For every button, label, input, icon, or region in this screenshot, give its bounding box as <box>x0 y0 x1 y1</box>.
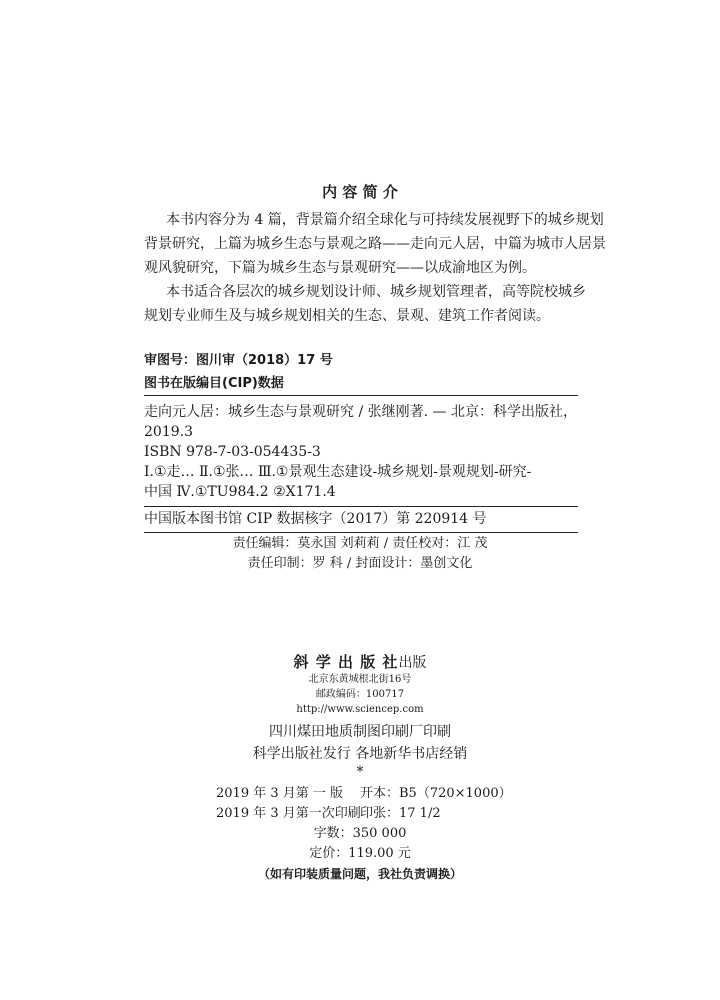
quality-note: （如有印装质量问题，我社负责调换） <box>257 867 462 881</box>
cip-entry-line2: 2019.3 <box>144 424 193 440</box>
classification-line2: 中国 Ⅳ.①TU984.2 ②X171.4 <box>144 484 336 500</box>
publisher-logo: 斜 学 出 版 社 <box>293 653 399 671</box>
intro-para1-line2: 背景研究，上篇为城乡生态与景观之路——走向元人居，中篇为城市人居景 <box>144 236 606 252</box>
printer: 四川煤田地质制图印刷厂印刷 <box>269 724 451 740</box>
cip-top-rule <box>144 395 578 396</box>
edition: 2019 年 3 月第 一 版 <box>216 786 344 801</box>
cip-core-number: 中国版本图书馆 CIP 数据核字（2017）第 220914 号 <box>144 511 487 527</box>
intro-para2-line1: 本书适合各层次的城乡规划设计师、城乡规划管理者，高等院校城乡 <box>166 284 586 300</box>
publisher-url: http://www.sciencep.com <box>296 704 424 715</box>
staff-line2: 责任印制：罗 科 / 封面设计：墨创文化 <box>247 556 473 571</box>
publisher-postcode: 邮政编码：100717 <box>315 689 405 700</box>
price: 定价：119.00 元 <box>309 846 411 861</box>
distributor: 科学出版社发行 各地新华书店经销 <box>252 746 468 762</box>
printing: 2019 年 3 月第一次印刷 <box>216 806 361 821</box>
staff-line1: 责任编辑：莫永国 刘莉莉 / 责任校对：江 茂 <box>232 536 488 551</box>
sheets: 印张：17 1/2 <box>360 806 441 821</box>
intro-para2-line2: 规划专业师生及与城乡规划相关的生态、景观、建筑工作者阅读。 <box>144 308 550 324</box>
publisher-line <box>0 650 720 675</box>
intro-title: 内 容 简 介 <box>322 183 398 201</box>
intro-para1-line1: 本书内容分为 4 篇，背景篇介绍全球化与可持续发展视野下的城乡规划 <box>166 212 604 228</box>
cip-heading: 图书在版编目(CIP)数据 <box>144 376 284 391</box>
word-count: 字数：350 000 <box>313 826 407 841</box>
publisher-address: 北京东黄城根北街16号 <box>308 674 412 685</box>
classification-line1: Ⅰ.①走… Ⅱ.①张… Ⅲ.①景观生态建设-城乡规划-景观规划-研究- <box>144 464 532 480</box>
format: 开本：B5（720×1000） <box>360 786 512 801</box>
cip-entry-line1: 走向元人居：城乡生态与景观研究 / 张继刚著. — 北京：科学出版社， <box>144 404 577 420</box>
intro-para1-line3: 观风貌研究，下篇为城乡生态与景观研究——以成渝地区为例。 <box>144 260 536 276</box>
isbn: ISBN 978-7-03-054435-3 <box>144 444 321 460</box>
review-number: 审图号：图川审（2018）17 号 <box>144 353 333 368</box>
separator-star: * <box>356 764 364 780</box>
publisher-suffix: 出版 <box>398 655 427 671</box>
